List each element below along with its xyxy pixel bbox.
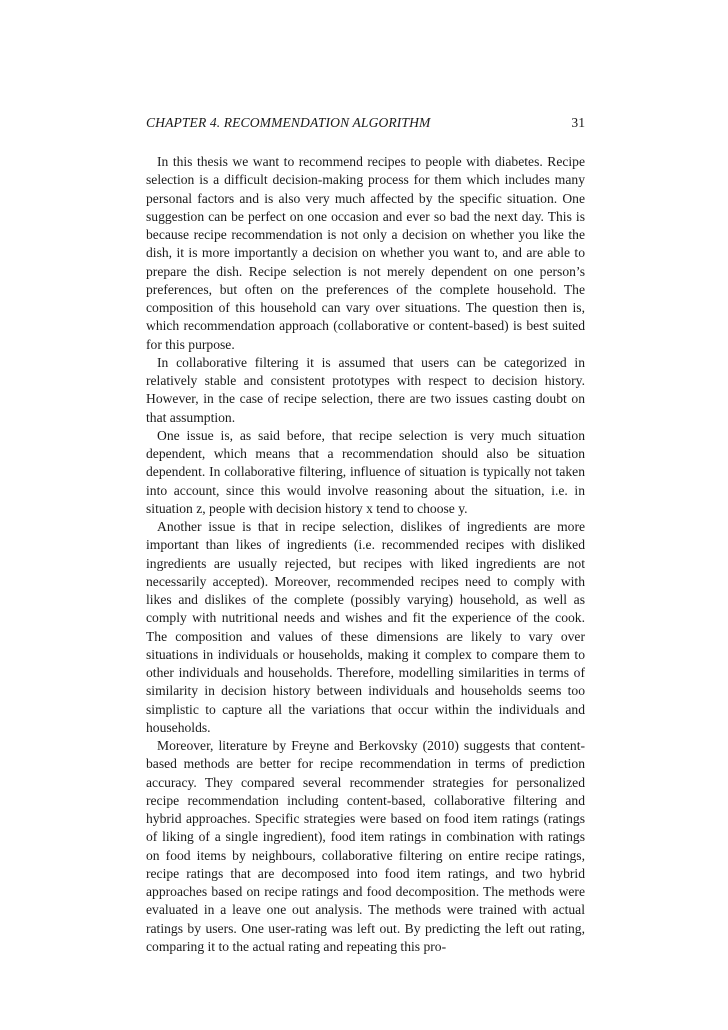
paragraph: Moreover, literature by Freyne and Berkovsky (2010) suggests that content-based methods are better for recipe recommendation in terms of prediction accuracy. They compared several recommender strategies for personalized recipe recommendation including content-based, collaborative filtering and hybrid approaches. Specific strategies were based on food item ratings (ratings of liking of a single ingredient), food item ratings in combination with ratings on food items by neighbours, collaborative filtering on entire recipe ratings, recipe ratings that are decomposed into food item ratings, and two hybrid approaches based on recipe ratings and food decomposition. The methods were evaluated in a leave one out analysis. The methods were trained with actual ratings by users. One user-rating was left out. By predicting the left out rating, comparing it to the actual rating and repeating this pro-: [146, 738, 585, 954]
page-number: 31: [571, 115, 585, 130]
paragraph: In collaborative filtering it is assumed that users can be categorized in relatively stable and consistent prototypes with respect to decision history. However, in the case of recipe selection, there are two issues casting doubt on that assumption.: [146, 354, 585, 425]
running-header: [146, 113, 585, 133]
paragraph: Another issue is that in recipe selection, dislikes of ingredients are more important than likes of ingredients (i.e. recommended recipes with disliked ingredients are usually rejected, but recipes with liked ingredients are not necessarily accepted). Moreover, recommended recipes need to comply with likes and dislikes of the complete (possibly varying) household, as well as comply with nutritional needs and wishes and fit the experience of the cook. The composition and values of these dimensions are likely to vary over situations in individuals or households, making it complex to compare them to other individuals and households. Therefore, modelling similarities in terms of similarity in decision history between individuals and households seems too simplistic to capture all the variations that occur within the individuals and households.: [146, 519, 585, 735]
paragraph: One issue is, as said before, that recipe selection is very much situation dependent, which means that a recommendation should also be situation dependent. In collaborative filtering, influence of situation is typically not taken into account, since this would involve reasoning about the situation, i.e. in situation z, people with decision history x tend to choose y.: [146, 427, 585, 516]
chapter-title: CHAPTER 4. RECOMMENDATION ALGORITHM: [146, 115, 431, 130]
paragraph: In this thesis we want to recommend recipes to people with diabetes. Recipe selection is a difficult decision-making process for them which includes many personal factors and is also very much affected by the specific situation. One suggestion can be perfect on one occasion and ever so bad the next day. This is because recipe recommendation is not only a decision on whether you like the dish, it is more importantly a decision on whether you want to, and are able to prepare the dish. Recipe selection is not merely dependent on one person’s preferences, but often on the preferences of the complete household. The composition of this household can vary over situations. The question then is, which recommendation approach (collaborative or content-based) is best suited for this purpose.: [146, 154, 585, 352]
body-text: [146, 153, 585, 956]
